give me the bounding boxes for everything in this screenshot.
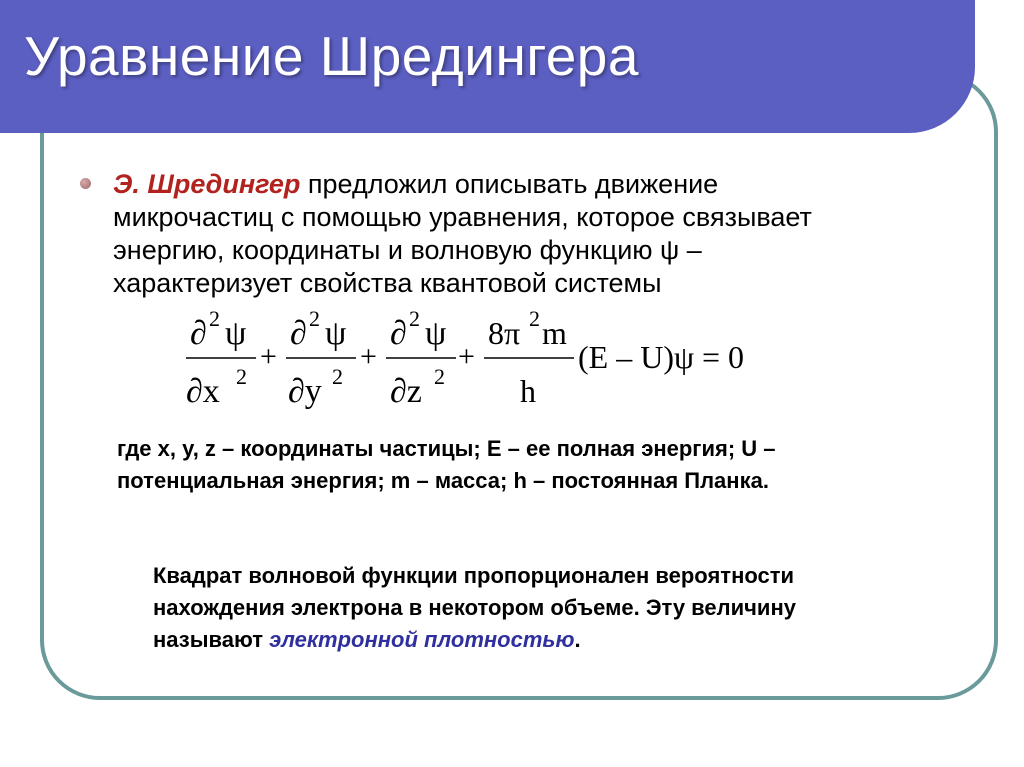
- term-d2psi-dz2: [386, 306, 456, 410]
- term-d2psi-dy2: [286, 306, 356, 410]
- term4-denominator: h: [520, 373, 536, 409]
- equation-tail: (E – U)ψ = 0: [578, 339, 745, 375]
- electron-density-term: электронной плотностью: [269, 627, 575, 652]
- term1-denominator: ∂x: [186, 373, 220, 410]
- plus-sign-3: +: [458, 340, 475, 373]
- plus-sign-2: +: [360, 340, 377, 373]
- author-name: Э. Шредингер: [113, 169, 301, 199]
- density-paragraph: [153, 560, 873, 656]
- term1-numerator-d: ∂: [190, 315, 207, 352]
- term1-denominator-exp: 2: [236, 364, 247, 389]
- intro-text: предложил описывать движение микрочастиц с помощью уравнения, которое связывает энергию, координаты и волновую функцию ψ – характеризует свойства квантовой системы: [113, 169, 812, 298]
- term2-numerator-d: ∂: [290, 315, 307, 352]
- bullet-icon: [80, 178, 91, 189]
- term4-numerator-m: m: [542, 315, 567, 351]
- term-d2psi-dx2: [186, 306, 256, 410]
- slide-title: Уравнение Шредингера: [24, 25, 639, 87]
- variable-legend: где x, y, z – координаты частицы; E – ее полная энергия; U – потенциальная энергия; m – масса; h – постоянная Планка.: [117, 436, 776, 493]
- term3-numerator-psi: ψ: [425, 315, 447, 352]
- term3-denominator-exp: 2: [434, 364, 445, 389]
- term4-numerator-exp: 2: [529, 306, 540, 331]
- term2-denominator: ∂y: [288, 373, 322, 410]
- density-end: .: [574, 627, 581, 652]
- title-bar: [0, 0, 975, 133]
- term-8pi2m-h: [484, 306, 574, 409]
- term3-denominator: ∂z: [390, 373, 422, 410]
- plus-sign-1: +: [260, 340, 277, 373]
- term3-numerator-exp: 2: [409, 306, 420, 331]
- density-text: Квадрат волновой функции пропорционален вероятности нахождения электрона в некотором объеме. Эту величину называют: [153, 563, 796, 652]
- schrodinger-equation: [180, 306, 790, 414]
- term3-numerator-d: ∂: [390, 315, 407, 352]
- term1-numerator-psi: ψ: [225, 315, 247, 352]
- term2-numerator-exp: 2: [309, 306, 320, 331]
- term2-numerator-psi: ψ: [325, 315, 347, 352]
- intro-paragraph: [113, 168, 883, 300]
- term1-numerator-exp: 2: [209, 306, 220, 331]
- term4-numerator-8pi: 8π: [488, 315, 521, 351]
- term2-denominator-exp: 2: [332, 364, 343, 389]
